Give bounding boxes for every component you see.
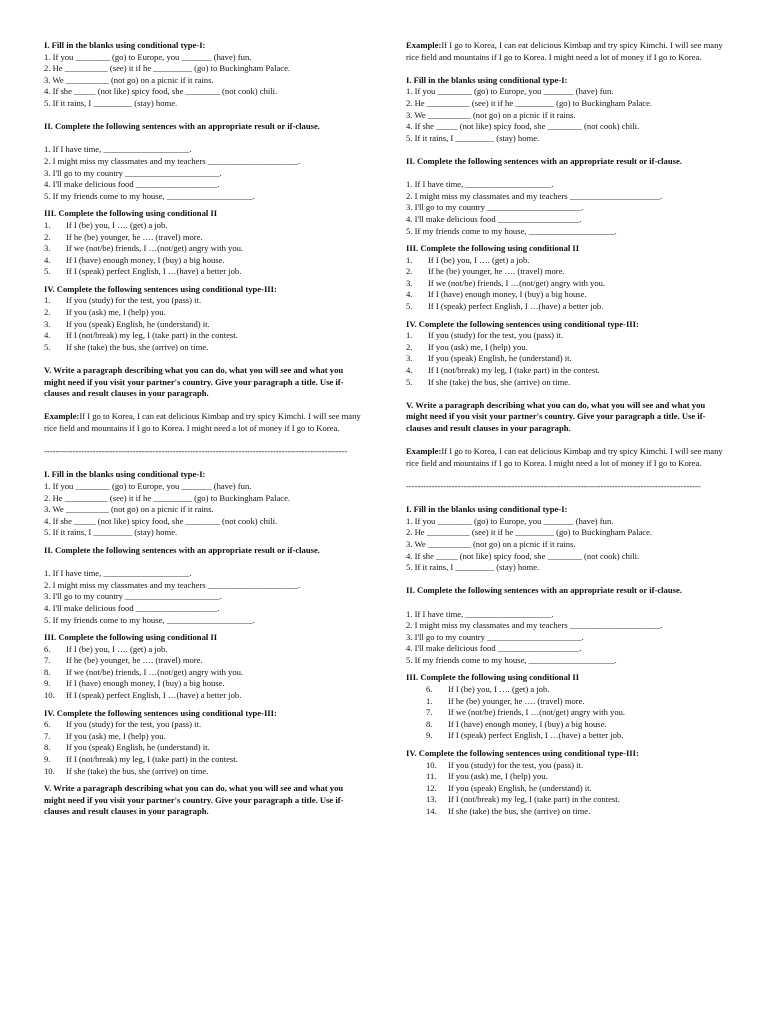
item-text: If I (speak) perfect English, I …(have) a better job.: [66, 266, 242, 277]
exercise-line: 4. If she _____ (not like) spicy food, she ________ (not cook) chili.: [406, 121, 640, 132]
item-number: 10.: [426, 759, 437, 770]
item-number: 14.: [426, 806, 437, 816]
item-text: If you (speak) English, he (understand) it.: [428, 353, 572, 364]
spacer: [406, 597, 724, 609]
exercise-line: [44, 690, 362, 702]
exercise-line: 3. I'll go to my country ______________________.: [44, 167, 222, 178]
exercise-line: [406, 301, 724, 313]
worksheet-left-column: [44, 40, 362, 818]
item-text: If you (ask) me, I (help) you.: [66, 307, 166, 318]
exercise-line: 3. I'll go to my country ______________________.: [406, 631, 584, 642]
item-text: If I (be) you, I …. (get) a job.: [428, 254, 530, 265]
exercise-line: [406, 707, 724, 719]
exercise-line: [406, 684, 724, 696]
exercise-line: 1. If you ________ (go) to Europe, you _______ (have) fun.: [44, 480, 252, 491]
exercise-line: 2. He __________ (see) it if he _________ (go) to Buckingham Palace.: [44, 492, 291, 503]
item-text: If I (have) enough money, I (buy) a big house.: [66, 254, 225, 265]
item-text: If I (speak) perfect English, I …(have) a better job.: [448, 730, 624, 741]
exercise-line: [406, 289, 724, 301]
spacer: [44, 557, 362, 569]
item-text: If we (not/be) friends, I …(not/get) angry with you.: [448, 707, 626, 718]
exercise-line: [44, 655, 362, 667]
spacer: [44, 133, 362, 145]
exercise-line: 3. I'll go to my country ______________________.: [406, 202, 584, 213]
exercise-line: [44, 255, 362, 267]
item-text: If you (ask) me, I (help) you.: [448, 771, 548, 782]
exercise-line: [406, 365, 724, 377]
spacer: [44, 353, 362, 365]
exercise-list: [44, 568, 362, 626]
item-number: 1.: [406, 254, 413, 265]
exercise-line: [44, 266, 362, 278]
exercise-list: [406, 179, 724, 237]
item-number: 3.: [406, 353, 413, 364]
item-number: 3.: [406, 277, 413, 288]
exercise-line: 1. If you ________ (go) to Europe, you _______ (have) fun.: [406, 86, 614, 97]
section-heading: III. Complete the following using conditional II: [44, 208, 218, 219]
section-heading: II. Complete the following sentences with an appropriate result or if-clause.: [44, 544, 320, 555]
item-text: If I (be) you, I …. (get) a job.: [448, 684, 550, 695]
exercise-line: [406, 806, 724, 818]
section-heading: I. Fill in the blanks using conditional type-I:: [406, 504, 568, 515]
exercise-list: [406, 609, 724, 667]
numbered-exercise-list: [406, 330, 724, 388]
spacer: [406, 63, 724, 75]
item-number: 7.: [44, 655, 51, 666]
exercise-list: [44, 144, 362, 202]
item-number: 4.: [406, 289, 413, 300]
numbered-exercise-list: [406, 760, 724, 818]
item-text: If you (ask) me, I (help) you.: [428, 341, 528, 352]
item-number: 2.: [406, 266, 413, 277]
exercise-line: 5. If it rains, I _________ (stay) home.: [406, 562, 540, 573]
exercise-list: [406, 86, 724, 144]
section-heading: IV. Complete the following sentences using conditional type-III:: [406, 748, 639, 759]
item-number: 1.: [426, 695, 433, 706]
exercise-line: 5. If my friends come to my house, ____________________.: [406, 225, 617, 236]
example-label: Example:: [406, 40, 442, 50]
item-number: 4.: [44, 330, 51, 341]
item-text: If you (study) for the test, you (pass) it.: [66, 719, 202, 730]
example-text: If I go to Korea, I can eat delicious Kimbap and try spicy Kimchi. I will see many rice field and mountains if I go to Korea. I might need a lot of money if I go to Korea.: [406, 40, 723, 62]
item-number: 12.: [426, 782, 437, 793]
item-number: 7.: [44, 730, 51, 741]
exercise-line: [44, 766, 362, 778]
item-text: If we (not/be) friends, I …(not/get) angry with you.: [66, 666, 244, 677]
exercise-line: 5. If it rains, I _________ (stay) home.: [44, 97, 178, 108]
exercise-line: 2. He __________ (see) it if he _________ (go) to Buckingham Palace.: [44, 63, 291, 74]
item-number: 4.: [406, 365, 413, 376]
exercise-line: [406, 696, 724, 708]
spacer: [406, 469, 724, 481]
exercise-line: 2. He __________ (see) it if he _________ (go) to Buckingham Palace.: [406, 527, 653, 538]
exercise-line: [406, 730, 724, 742]
exercise-line: [44, 220, 362, 232]
exercise-line: 2. He __________ (see) it if he _________ (go) to Buckingham Palace.: [406, 97, 653, 108]
example-paragraph: [406, 446, 724, 469]
item-number: 2.: [44, 231, 51, 242]
exercise-line: 4. If she _____ (not like) spicy food, she ________ (not cook) chili.: [406, 550, 640, 561]
section-heading: I. Fill in the blanks using conditional type-I:: [406, 74, 568, 85]
exercise-line: [44, 330, 362, 342]
item-number: 2.: [44, 307, 51, 318]
exercise-line: 4. I'll make delicious food ___________________.: [406, 213, 582, 224]
exercise-line: [406, 783, 724, 795]
section-heading: II. Complete the following sentences with an appropriate result or if-clause.: [406, 585, 682, 596]
exercise-line: 3. We __________ (not go) on a picnic if it rains.: [406, 109, 576, 120]
exercise-line: 5. If my friends come to my house, ____________________.: [44, 190, 255, 201]
exercise-line: [44, 319, 362, 331]
item-text: If I (speak) perfect English, I …(have) a better job.: [66, 690, 242, 701]
numbered-exercise-list: [406, 255, 724, 313]
item-text: If I (have) enough money, I (buy) a big house.: [66, 678, 225, 689]
item-number: 4.: [44, 254, 51, 265]
spacer: [44, 400, 362, 412]
item-text: If she (take) the bus, she (arrive) on time.: [428, 376, 571, 387]
item-text: If you (speak) English, he (understand) it.: [66, 742, 210, 753]
exercise-line: [406, 266, 724, 278]
exercise-list: [44, 52, 362, 110]
numbered-exercise-list: [44, 644, 362, 702]
exercise-line: [44, 342, 362, 354]
exercise-line: 5. If my friends come to my house, ____________________.: [406, 654, 617, 665]
item-text: If I (have) enough money, I (buy) a big house.: [448, 718, 607, 729]
exercise-line: [406, 377, 724, 389]
exercise-line: [406, 278, 724, 290]
worksheet-right-column: [406, 40, 724, 818]
item-number: 8.: [44, 742, 51, 753]
item-number: 1.: [44, 219, 51, 230]
example-label: Example:: [406, 446, 442, 457]
spacer: [44, 110, 362, 122]
exercise-line: [406, 760, 724, 772]
exercise-line: [406, 794, 724, 806]
spacer: [406, 144, 724, 156]
exercise-line: 3. We __________ (not go) on a picnic if it rains.: [406, 538, 576, 549]
item-number: 9.: [44, 678, 51, 689]
item-number: 5.: [44, 266, 51, 277]
section-heading: II. Complete the following sentences with an appropriate result or if-clause.: [44, 121, 320, 132]
item-text: If I (be) you, I …. (get) a job.: [66, 219, 168, 230]
exercise-line: [406, 342, 724, 354]
exercise-line: 3. I'll go to my country ______________________.: [44, 591, 222, 602]
exercise-line: [44, 307, 362, 319]
dashed-divider: -------------------------------------------------------------------------------------------------------: [406, 480, 701, 491]
exercise-line: [44, 243, 362, 255]
item-number: 10.: [44, 690, 55, 701]
exercise-line: 1. If I have time, ____________________.: [406, 179, 554, 190]
numbered-exercise-list: [44, 295, 362, 353]
item-text: If he (be) younger, he …. (travel) more.: [448, 695, 585, 706]
item-text: If I (not/break) my leg, I (take part) in the contest.: [66, 754, 238, 765]
example-paragraph: [406, 40, 724, 63]
exercise-line: [44, 232, 362, 244]
item-number: 6.: [44, 643, 51, 654]
item-text: If you (study) for the test, you (pass) it.: [448, 759, 584, 770]
exercise-line: 1. If I have time, ____________________.: [44, 144, 192, 155]
exercise-line: 4. If she _____ (not like) spicy food, she ________ (not cook) chili.: [44, 515, 278, 526]
item-text: If I (not/break) my leg, I (take part) in the contest.: [66, 330, 238, 341]
exercise-line: 5. If my friends come to my house, ____________________.: [44, 614, 255, 625]
exercise-line: [44, 644, 362, 656]
section-heading: III. Complete the following using conditional II: [406, 672, 580, 683]
example-text: If I go to Korea, I can eat delicious Kimbap and try spicy Kimchi. I will see many rice field and mountains if I go to Korea. I might need a lot of money if I go to Korea.: [406, 446, 723, 468]
spacer: [44, 435, 362, 447]
section-heading: V. Write a paragraph describing what you can do, what you will see and what you might need if you visit your partner's country. Give your paragraph a title. Use if-clauses and result clauses in your paragraph.: [406, 399, 706, 433]
exercise-line: [44, 742, 362, 754]
exercise-line: [406, 353, 724, 365]
item-text: If he (be) younger, he …. (travel) more.: [428, 266, 565, 277]
section-heading: IV. Complete the following sentences using conditional type-III:: [406, 318, 639, 329]
spacer: [406, 493, 724, 505]
item-number: 8.: [44, 666, 51, 677]
item-text: If I (not/break) my leg, I (take part) in the contest.: [428, 365, 600, 376]
item-number: 1.: [406, 330, 413, 341]
exercise-line: [44, 754, 362, 766]
item-number: 13.: [426, 794, 437, 805]
example-text: If I go to Korea, I can eat delicious Kimbap and try spicy Kimchi. I will see many rice field and mountains if I go to Korea. I might need a lot of money if I go to Korea.: [44, 411, 361, 433]
item-number: 9.: [426, 730, 433, 741]
exercise-line: [406, 255, 724, 267]
spacer: [406, 168, 724, 180]
item-number: 1.: [44, 295, 51, 306]
item-text: If you (study) for the test, you (pass) it.: [428, 330, 564, 341]
item-number: 5.: [44, 341, 51, 352]
item-number: 3.: [44, 243, 51, 254]
dashed-divider: ----------------------------------------------------------------------------------------------------------: [44, 446, 348, 457]
numbered-exercise-list: [44, 719, 362, 777]
item-text: If I (not/break) my leg, I (take part) in the contest.: [448, 794, 620, 805]
section-heading: IV. Complete the following sentences using conditional type-III:: [44, 707, 277, 718]
spacer: [406, 388, 724, 400]
section-heading: IV. Complete the following sentences using conditional type-III:: [44, 283, 277, 294]
section-heading: III. Complete the following using conditional II: [406, 243, 580, 254]
exercise-line: 4. I'll make delicious food ___________________.: [44, 602, 220, 613]
item-text: If she (take) the bus, she (arrive) on time.: [448, 806, 591, 816]
example-paragraph: [44, 411, 362, 434]
item-text: If you (speak) English, he (understand) it.: [448, 782, 592, 793]
spacer: [44, 458, 362, 470]
exercise-line: 3. We __________ (not go) on a picnic if it rains.: [44, 74, 214, 85]
exercise-line: 4. I'll make delicious food ___________________.: [406, 643, 582, 654]
item-text: If she (take) the bus, she (arrive) on time.: [66, 765, 209, 776]
exercise-line: [44, 678, 362, 690]
exercise-list: [406, 516, 724, 574]
exercise-list: [44, 481, 362, 539]
exercise-line: 3. We __________ (not go) on a picnic if it rains.: [44, 504, 214, 515]
item-number: 3.: [44, 318, 51, 329]
item-number: 6.: [44, 719, 51, 730]
item-number: 5.: [406, 376, 413, 387]
item-text: If you (ask) me, I (help) you.: [66, 730, 166, 741]
exercise-line: [406, 771, 724, 783]
item-text: If we (not/be) friends, I …(not/get) angry with you.: [66, 243, 244, 254]
exercise-line: 1. If you ________ (go) to Europe, you _______ (have) fun.: [406, 515, 614, 526]
example-label: Example:: [44, 411, 80, 422]
exercise-line: [406, 719, 724, 731]
exercise-line: 2. I might miss my classmates and my teachers _____________________.: [44, 579, 301, 590]
item-number: 11.: [426, 771, 437, 782]
section-heading: V. Write a paragraph describing what you can do, what you will see and what you might need if you visit your partner's country. Give your paragraph a title. Use if-clauses and result clauses in your paragraph.: [44, 783, 344, 817]
exercise-line: 1. If I have time, ____________________.: [44, 568, 192, 579]
item-text: If you (speak) English, he (understand) it.: [66, 318, 210, 329]
section-heading: I. Fill in the blanks using conditional type-I:: [44, 469, 206, 480]
spacer: [406, 574, 724, 586]
item-number: 10.: [44, 765, 55, 776]
exercise-line: [44, 295, 362, 307]
exercise-line: 1. If I have time, ____________________.: [406, 608, 554, 619]
item-number: 8.: [426, 718, 433, 729]
exercise-line: 5. If it rains, I _________ (stay) home.: [44, 527, 178, 538]
item-number: 2.: [406, 341, 413, 352]
item-text: If we (not/be) friends, I …(not/get) angry with you.: [428, 277, 606, 288]
item-number: 5.: [406, 301, 413, 312]
item-text: If I (have) enough money, I (buy) a big house.: [428, 289, 587, 300]
item-number: 9.: [44, 754, 51, 765]
exercise-line: 2. I might miss my classmates and my teachers _____________________.: [44, 155, 301, 166]
section-heading: I. Fill in the blanks using conditional type-I:: [44, 40, 206, 50]
item-number: 7.: [426, 707, 433, 718]
section-heading: III. Complete the following using conditional II: [44, 632, 218, 643]
exercise-line: 5. If it rains, I _________ (stay) home.: [406, 132, 540, 143]
exercise-line: 1. If you ________ (go) to Europe, you _______ (have) fun.: [44, 51, 252, 62]
section-heading: V. Write a paragraph describing what you can do, what you will see and what you might need if you visit your partner's country. Give your paragraph a title. Use if-clauses and result clauses in your paragraph.: [44, 365, 344, 399]
item-text: If I (be) you, I …. (get) a job.: [66, 643, 168, 654]
section-heading: II. Complete the following sentences with an appropriate result or if-clause.: [406, 155, 682, 166]
item-text: If I (speak) perfect English, I …(have) a better job.: [428, 301, 604, 312]
spacer: [406, 435, 724, 447]
item-text: If he (be) younger, he …. (travel) more.: [66, 655, 203, 666]
exercise-line: [406, 330, 724, 342]
exercise-line: [44, 719, 362, 731]
item-text: If you (study) for the test, you (pass) it.: [66, 295, 202, 306]
exercise-line: 2. I might miss my classmates and my teachers _____________________.: [406, 620, 663, 631]
exercise-line: 2. I might miss my classmates and my teachers _____________________.: [406, 190, 663, 201]
item-text: If he (be) younger, he …. (travel) more.: [66, 231, 203, 242]
exercise-line: [44, 731, 362, 743]
exercise-line: 4. If she _____ (not like) spicy food, she ________ (not cook) chili.: [44, 86, 278, 97]
exercise-line: 4. I'll make delicious food ___________________.: [44, 179, 220, 190]
item-text: If she (take) the bus, she (arrive) on time.: [66, 341, 209, 352]
numbered-exercise-list: [406, 684, 724, 742]
numbered-exercise-list: [44, 220, 362, 278]
item-number: 6.: [426, 684, 433, 695]
exercise-line: [44, 667, 362, 679]
